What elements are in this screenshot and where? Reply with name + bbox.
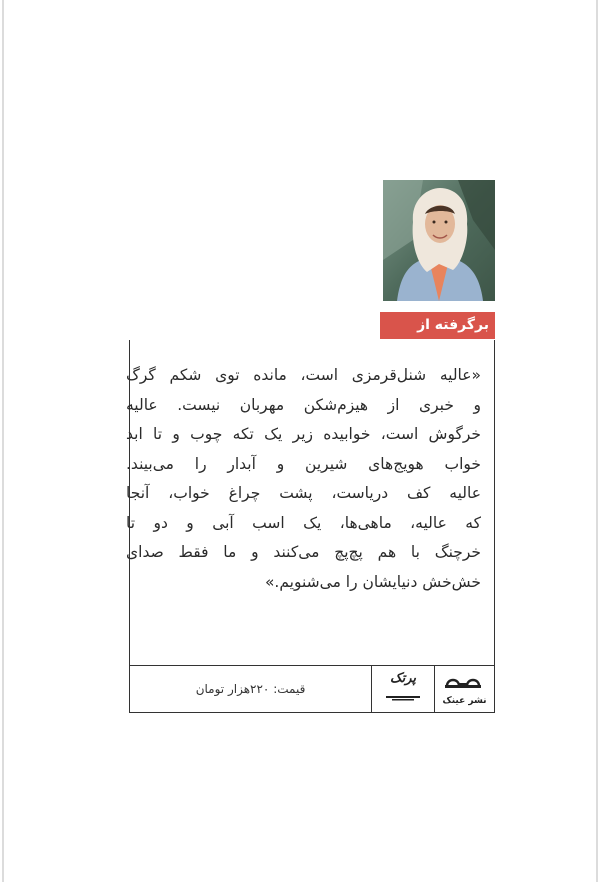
quote-line: خش‌خش دنیایشان را می‌شنویم.»	[264, 572, 481, 591]
author-photo	[383, 180, 495, 301]
page-edge-left	[2, 0, 4, 882]
publisher-logo	[434, 666, 494, 712]
underline-mark-icon	[386, 695, 420, 701]
quote-line: و خبری از هیزم‌شکن مهربان نیست. عالیه	[126, 395, 481, 414]
frame-right-line	[494, 340, 495, 713]
imprint-logo-text: پرتک	[389, 671, 417, 686]
imprint-logo	[371, 666, 434, 712]
price-label: قیمت: ۲۲۰هزار تومان	[195, 682, 306, 696]
glasses-icon	[443, 672, 483, 694]
publisher-logo-text: نشر عینک	[442, 696, 487, 706]
page-edge-right	[596, 0, 598, 882]
excerpt-label: برگرفته از کتاب:	[380, 312, 495, 339]
footer-box	[129, 665, 495, 713]
quote-line: که عالیه، ماهی‌ها، یک اسب آبی و دو تا	[126, 513, 481, 532]
quote-line: خرگوش است، خوابیده زیر یک تکه چوب و تا ابد	[126, 425, 481, 443]
quote-line: عالیه کف دریاست، پشت چراغ خواب، آنجا	[126, 484, 481, 502]
quote-line: خواب هویج‌های شیرین و آبدار را می‌بیند.	[126, 454, 481, 473]
quote-line: خرچنگ با هم پچ‌پچ می‌کنند و ما فقط صدای	[126, 543, 481, 561]
book-excerpt	[126, 361, 481, 597]
quote-line: «عالیه شنل‌قرمزی است، مانده توی شکم گرگ	[126, 366, 481, 384]
